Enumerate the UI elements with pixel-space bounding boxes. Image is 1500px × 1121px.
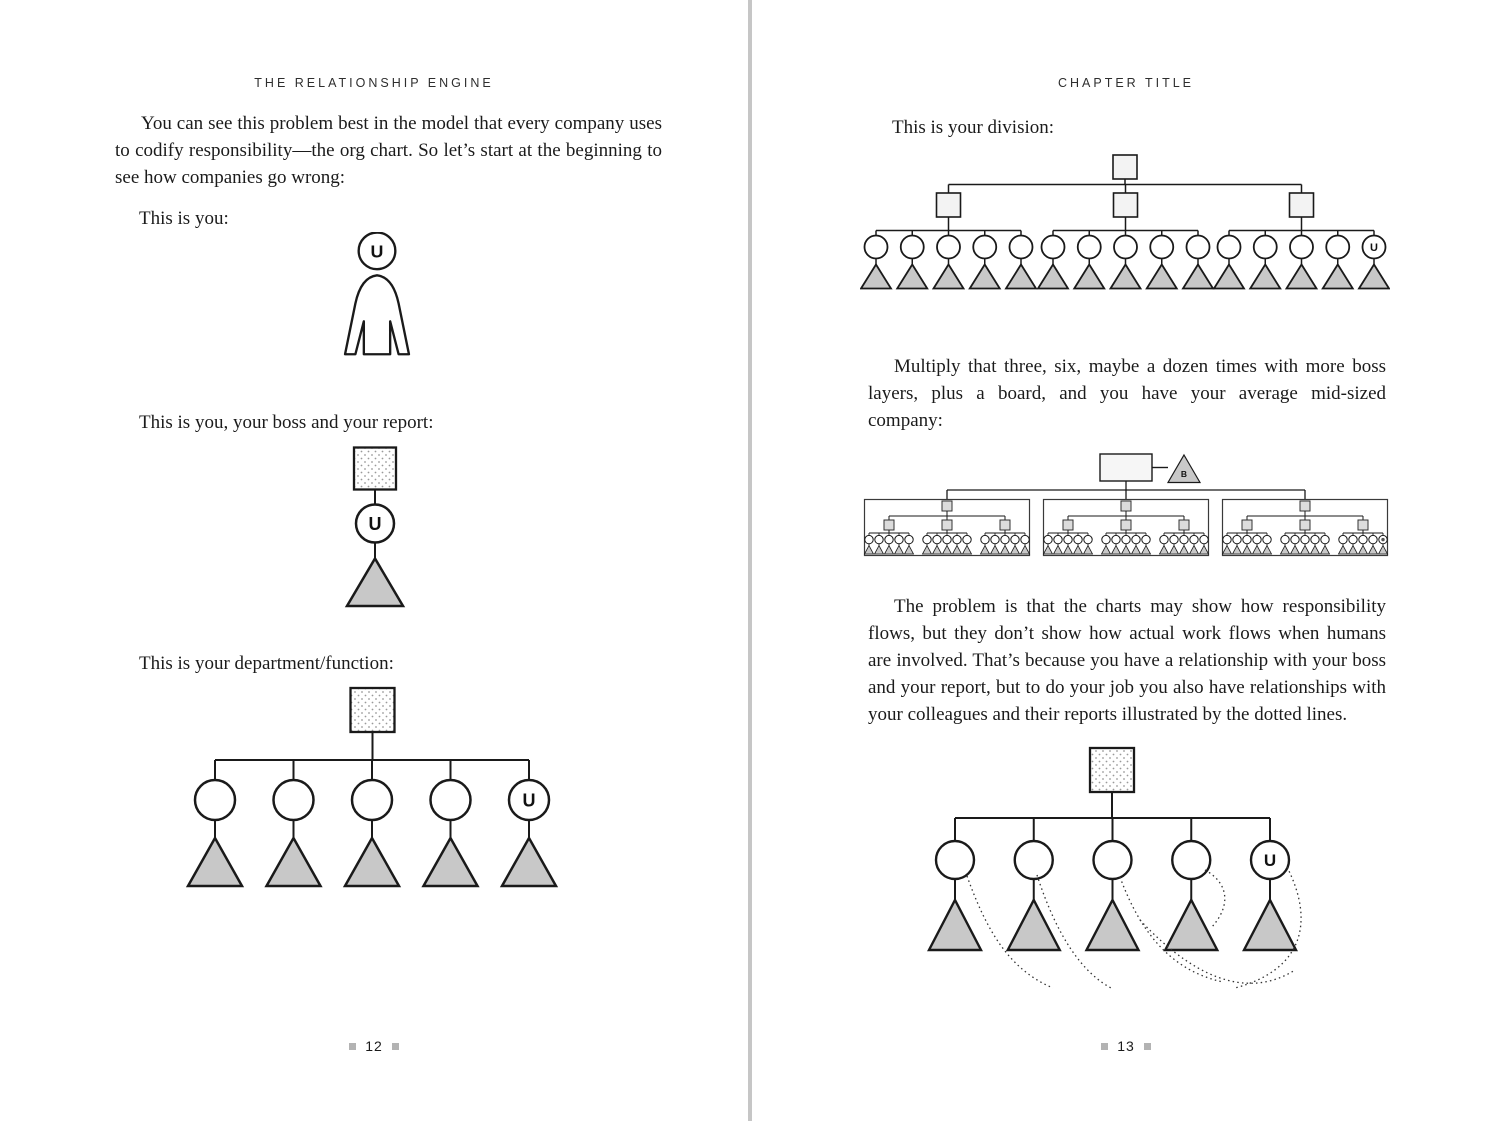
manager-square xyxy=(1290,193,1314,217)
mini-member-circle xyxy=(1263,535,1271,543)
mini-member-circle xyxy=(1074,535,1082,543)
member-circle xyxy=(352,780,392,820)
report-triangle xyxy=(1087,900,1139,950)
person-torso-outline xyxy=(345,275,409,354)
member-circle xyxy=(195,780,235,820)
page-number-left: 12 xyxy=(365,1038,383,1054)
report-triangle xyxy=(929,900,981,950)
mini-member-circle xyxy=(1102,535,1110,543)
mini-member-circle xyxy=(1233,535,1241,543)
division-chart xyxy=(860,153,1390,293)
mini-member-circle xyxy=(1253,535,1261,543)
folio-left xyxy=(0,1038,748,1054)
mini-member-circle xyxy=(1011,535,1019,543)
report-triangle xyxy=(1147,265,1177,289)
manager-square xyxy=(937,193,961,217)
report-triangle xyxy=(1244,900,1296,950)
report-triangle xyxy=(1008,900,1060,950)
mini-member-circle xyxy=(943,535,951,543)
page-number-right: 13 xyxy=(1117,1038,1135,1054)
mini-member-circle xyxy=(1369,535,1377,543)
mini-member-circle xyxy=(1190,535,1198,543)
folio-right xyxy=(752,1038,1500,1054)
mini-member-circle xyxy=(1001,535,1009,543)
mini-member-circle xyxy=(1160,535,1168,543)
mini-member-circle xyxy=(1132,535,1140,543)
manager-dotted-square xyxy=(351,688,395,732)
mini-manager-square xyxy=(884,520,894,530)
member-circle xyxy=(1187,236,1210,259)
mini-member-circle xyxy=(953,535,961,543)
mini-member-circle xyxy=(1112,535,1120,543)
person-icon xyxy=(330,232,424,359)
report-triangle xyxy=(1287,265,1317,289)
mini-member-circle xyxy=(1349,535,1357,543)
mini-member-circle xyxy=(991,535,999,543)
mini-member-circle xyxy=(1054,535,1062,543)
report-triangle xyxy=(1359,265,1389,289)
you-circle-label: U xyxy=(522,790,536,811)
mini-manager-square xyxy=(1000,520,1010,530)
mini-member-circle xyxy=(885,535,893,543)
mini-member-circle xyxy=(1311,535,1319,543)
report-triangle xyxy=(1111,265,1141,289)
member-circle xyxy=(1150,236,1173,259)
mini-manager-square xyxy=(942,501,952,511)
mini-member-circle xyxy=(1084,535,1092,543)
report-triangle xyxy=(861,265,891,289)
report-triangle xyxy=(424,838,478,886)
mini-member-circle xyxy=(981,535,989,543)
member-circle xyxy=(973,236,996,259)
member-circle xyxy=(865,236,888,259)
member-circle xyxy=(1078,236,1101,259)
mini-member-circle xyxy=(1170,535,1178,543)
mini-member-circle xyxy=(905,535,913,543)
you-circle-label: U xyxy=(368,514,382,534)
member-circle xyxy=(1326,236,1349,259)
manager-square xyxy=(1114,193,1138,217)
member-circle xyxy=(1114,236,1137,259)
mini-member-circle xyxy=(895,535,903,543)
mini-manager-square xyxy=(1121,501,1131,511)
page-left xyxy=(0,0,748,1121)
mini-member-circle xyxy=(1021,535,1029,543)
folio-ornament-icon xyxy=(392,1043,399,1050)
member-circle xyxy=(1172,841,1210,879)
mini-member-circle xyxy=(1359,535,1367,543)
mini-manager-square xyxy=(1242,520,1252,530)
board-triangle-label: B xyxy=(1180,469,1188,479)
member-circle xyxy=(1042,236,1065,259)
report-triangle xyxy=(1214,265,1244,289)
member-circle xyxy=(936,841,974,879)
member-circle xyxy=(274,780,314,820)
member-circle xyxy=(937,236,960,259)
you-circle-label: U xyxy=(1263,851,1277,870)
you-circle-label: U xyxy=(1370,242,1378,254)
mini-manager-square xyxy=(1121,520,1131,530)
folio-ornament-icon xyxy=(1101,1043,1108,1050)
mini-manager-square xyxy=(1358,520,1368,530)
report-triangle xyxy=(1183,265,1213,289)
caption-boss-chain: This is you, your boss and your report: xyxy=(139,412,434,433)
report-triangle xyxy=(188,838,242,886)
department-chart xyxy=(185,683,560,893)
member-circle xyxy=(1015,841,1053,879)
caption-division: This is your division: xyxy=(892,117,1055,138)
report-triangle xyxy=(1165,900,1217,950)
report-triangle xyxy=(1038,265,1068,289)
report-triangle xyxy=(345,838,399,886)
member-circle xyxy=(1290,236,1313,259)
report-triangle xyxy=(502,838,556,886)
member-circle xyxy=(1094,841,1132,879)
member-circle xyxy=(1218,236,1241,259)
report-triangle xyxy=(897,265,927,289)
report-triangle xyxy=(1006,265,1036,289)
mini-member-circle xyxy=(1339,535,1347,543)
mini-manager-square xyxy=(1179,520,1189,530)
mini-member-circle xyxy=(1223,535,1231,543)
you-marker-dot xyxy=(1381,538,1384,541)
report-triangle xyxy=(1323,265,1353,289)
mini-manager-square xyxy=(1300,501,1310,511)
boss-dotted-square xyxy=(354,448,396,490)
mini-manager-square xyxy=(942,520,952,530)
boss-chain-chart xyxy=(335,446,415,614)
mini-member-circle xyxy=(865,535,873,543)
caption-department: This is your department/function: xyxy=(139,653,394,674)
folio-ornament-icon xyxy=(349,1043,356,1050)
running-head-left: THE RELATIONSHIP ENGINE xyxy=(254,76,494,90)
member-circle xyxy=(901,236,924,259)
mini-member-circle xyxy=(1142,535,1150,543)
mini-member-circle xyxy=(1291,535,1299,543)
report-triangle xyxy=(1074,265,1104,289)
report-triangle xyxy=(970,265,1000,289)
report-triangle xyxy=(267,838,321,886)
relationship-chart xyxy=(905,742,1325,1007)
caption-this-is-you: This is you: xyxy=(139,208,229,229)
member-circle xyxy=(431,780,471,820)
manager-dotted-square xyxy=(1090,748,1134,792)
mini-manager-square xyxy=(1063,520,1073,530)
midsize-company-chart xyxy=(862,447,1392,559)
running-head-right: CHAPTER TITLE xyxy=(1057,76,1194,90)
mini-member-circle xyxy=(1122,535,1130,543)
folio-ornament-icon xyxy=(1144,1043,1151,1050)
mini-member-circle xyxy=(1180,535,1188,543)
mini-member-circle xyxy=(1243,535,1251,543)
mini-member-circle xyxy=(923,535,931,543)
multiply-paragraph: Multiply that three, six, maybe a dozen times with more boss layers, plus a board, and you have your average mid-sized company: xyxy=(868,356,1386,431)
mini-member-circle xyxy=(963,535,971,543)
mini-member-circle xyxy=(933,535,941,543)
mini-member-circle xyxy=(1301,535,1309,543)
page-right xyxy=(752,0,1500,1121)
mini-member-circle xyxy=(875,535,883,543)
dotted-relationship-curve xyxy=(1205,870,1225,928)
intro-paragraph: You can see this problem best in the model that every company uses to codify responsibility—the org chart. So let’s start at the beginning to see how companies go wrong: xyxy=(115,113,662,188)
member-circle xyxy=(1254,236,1277,259)
report-triangle xyxy=(934,265,964,289)
manager-square xyxy=(1113,155,1137,179)
mini-member-circle xyxy=(1281,535,1289,543)
report-triangle xyxy=(1250,265,1280,289)
ceo-rect xyxy=(1100,454,1152,481)
report-triangle xyxy=(347,559,403,607)
mini-member-circle xyxy=(1321,535,1329,543)
problem-paragraph: The problem is that the charts may show how responsibility flows, but they don’t show how actual work flows when humans are involved. That’s because you have a relationship with your boss and your report, but to do your job you also have relationships with your colleagues and their reports illustrated by the dotted lines. xyxy=(868,596,1386,725)
member-circle xyxy=(1010,236,1033,259)
mini-manager-square xyxy=(1300,520,1310,530)
mini-member-circle xyxy=(1200,535,1208,543)
person-head-label: U xyxy=(370,241,384,262)
mini-member-circle xyxy=(1044,535,1052,543)
mini-member-circle xyxy=(1064,535,1072,543)
